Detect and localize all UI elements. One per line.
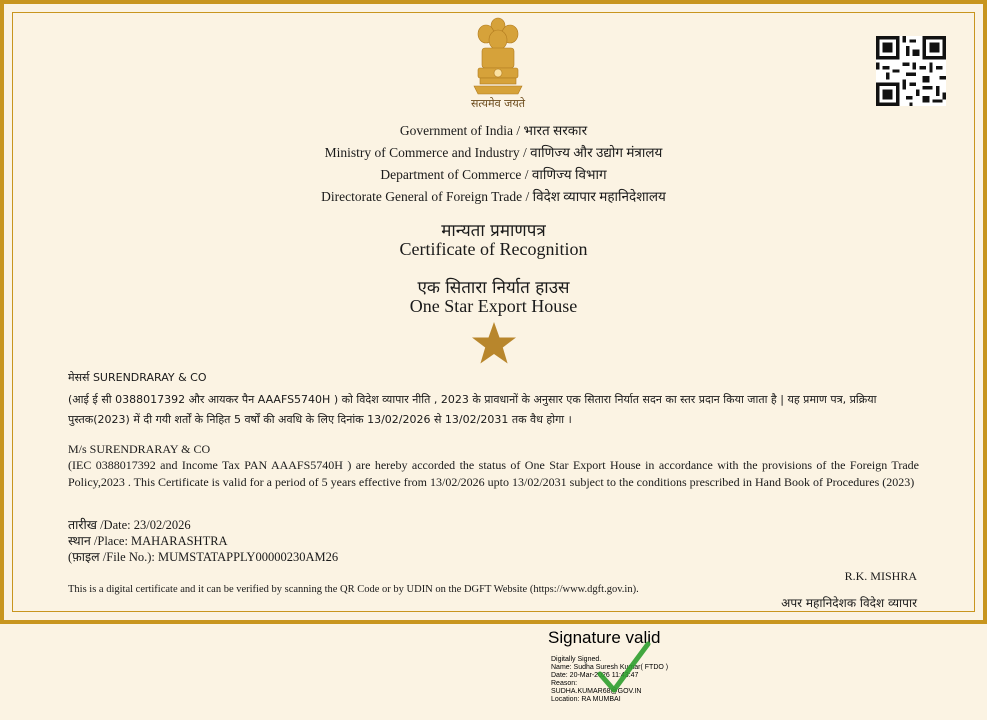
firm-name-hindi: मेसर्स SURENDRARAY & CO xyxy=(68,371,207,384)
verification-note: This is a digital certificate and it can be verified by scanning the QR Code or by UDIN on the DGFT Website (https://www.dgft.gov.in). xyxy=(68,584,639,595)
signature-line: Digitally Signed. xyxy=(551,656,602,663)
header-directorate: Directorate General of Foreign Trade / विदेश व्यापार महानिदेशालय xyxy=(321,189,666,204)
motto-text: सत्यमेव जयते xyxy=(470,97,525,110)
issue-place: स्थान /Place: MAHARASHTRA xyxy=(68,534,228,548)
star-icon xyxy=(471,321,517,365)
signer-title: अपर महानिदेशक विदेश व्यापार xyxy=(781,596,917,610)
signature-line: Reason: xyxy=(551,680,578,687)
certificate-text-hindi: (आई ई सी 0388017392 और आयकर पैन AAAFS5740H ) को विदेश व्यापार नीति , 2023 के प्रावधानों के अनुसार एक सितारा निर्यात सदन का स्तर प्रदान किया जाता है | यह प्रमाण पत्र, प्रक्रिया पुस्तक(2023) में दी गयी शर्तों के निहित 5 वर्षों की अवधि के लिए दिनांक 13/02/2026 से 13/02/2031 तक वैध होगा । xyxy=(68,393,877,426)
signer-name: R.K. MISHRA xyxy=(844,569,917,583)
certificate-title: Certificate of Recognition xyxy=(399,239,588,259)
signature-line: Date: 20-Mar-2026 11:43:47 xyxy=(551,672,639,679)
qr-code-icon[interactable] xyxy=(876,36,946,106)
signature-status[interactable]: Signature valid xyxy=(548,628,661,647)
signature-line: Name: Sudha Suresh Kumar( FTDO ) xyxy=(551,664,669,671)
issue-date: तारीख /Date: 23/02/2026 xyxy=(68,518,191,532)
certificate-text: (IEC 0388017392 and Income Tax PAN AAAFS5740H ) are hereby accorded the status of One Star Export House in accordance with the provisions of the Foreign Trade Policy,2023 . This Certificate is valid for a period of 5 years effective from 13/02/2026 upto 13/02/2031 subject to the conditions prescribed in Hand Book of Procedures (2023) xyxy=(68,458,919,489)
checkmark-icon xyxy=(596,640,652,696)
signature-line: SUDHA.KUMAR68@GOV.IN xyxy=(551,688,642,695)
header-government: Government of India / भारत सरकार xyxy=(399,123,588,138)
header-ministry: Ministry of Commerce and Industry / वाणिज्य और उद्योग मंत्रालय xyxy=(324,145,663,160)
status-title: One Star Export House xyxy=(409,296,578,316)
file-number: (फ़ाइल /File No.): MUMSTATAPPLY00000230AM26 xyxy=(68,550,339,564)
certificate-title-hindi: मान्यता प्रमाणपत्र xyxy=(441,221,546,241)
signature-line: Location: RA MUMBAI xyxy=(551,696,621,703)
status-title-hindi: एक सितारा निर्यात हाउस xyxy=(417,278,570,298)
firm-name: M/s SURENDRARAY & CO xyxy=(68,442,211,456)
header-department: Department of Commerce / वाणिज्य विभाग xyxy=(380,167,607,182)
